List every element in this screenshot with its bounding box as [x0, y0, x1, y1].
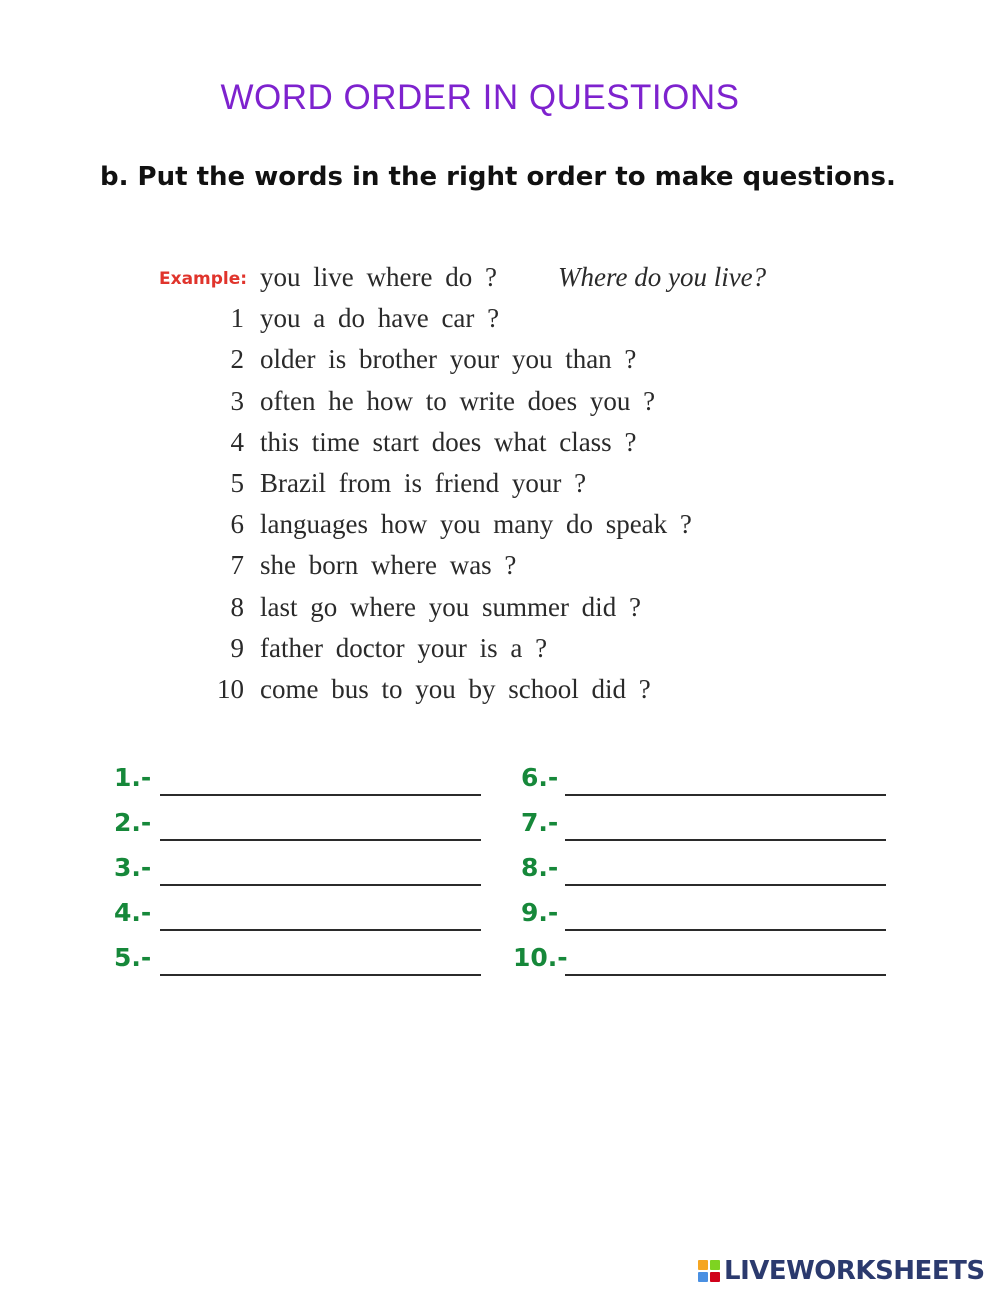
answer-number: 5.- — [114, 943, 152, 972]
exercise-item — [150, 668, 830, 709]
exercise-item-number: 1 — [230, 303, 244, 334]
exercise-item-number: 7 — [230, 550, 244, 581]
exercise-item — [150, 503, 830, 544]
exercise-item-words: come bus to you by school did ? — [260, 673, 651, 704]
exercise-item-words: she born where was ? — [260, 550, 517, 581]
answer-number: 4.- — [114, 898, 152, 927]
exercise-item-words: this time start does what class ? — [260, 426, 637, 457]
exercise-item — [150, 627, 830, 668]
answer-number: 8.- — [521, 853, 559, 882]
answer-number: 3.- — [114, 853, 152, 882]
liveworksheets-logo-icon — [698, 1260, 720, 1282]
answer-number: 2.- — [114, 808, 152, 837]
example-answer: Where do you live? — [558, 262, 767, 292]
worksheet-title: WORD ORDER IN QUESTIONS — [220, 78, 740, 117]
answer-blank[interactable] — [565, 929, 886, 931]
exercise-item — [150, 421, 830, 462]
exercise-item-number: 6 — [230, 509, 244, 540]
exercise-item — [150, 544, 830, 585]
exercise-item-words: often he how to write does you ? — [260, 385, 656, 416]
exercise-item — [150, 297, 830, 338]
answer-blank[interactable] — [565, 839, 886, 841]
exercise-item-number: 3 — [230, 385, 244, 416]
answer-item — [0, 895, 1000, 935]
exercise-item-number: 2 — [230, 344, 244, 375]
answer-number: 1.- — [114, 763, 152, 792]
exercise-item — [150, 380, 830, 421]
answer-item — [0, 850, 1000, 890]
answer-item — [0, 805, 1000, 845]
brand-name: LIVEWORKSHEETS — [724, 1256, 985, 1286]
exercise-item-number: 9 — [230, 632, 244, 663]
answer-number: 6.- — [521, 763, 559, 792]
exercise-item-number: 10 — [217, 673, 244, 704]
exercise-item-number: 8 — [230, 591, 244, 622]
exercise-item-words: last go where you summer did ? — [260, 591, 641, 622]
exercise-item — [150, 586, 830, 627]
example-words: you live where do ? — [260, 262, 497, 292]
answer-blank[interactable] — [565, 974, 886, 976]
exercise-item — [150, 338, 830, 379]
instruction-text: b. Put the words in the right order to make questions. — [100, 162, 896, 192]
exercise-item-words: older is brother your you than ? — [260, 344, 637, 375]
answer-number: 10.- — [513, 943, 568, 972]
exercise-item-words: languages how you many do speak ? — [260, 509, 692, 540]
answer-number: 9.- — [521, 898, 559, 927]
exercise-item-number: 4 — [230, 426, 244, 457]
answer-blank[interactable] — [565, 884, 886, 886]
example-label: Example: — [159, 269, 248, 289]
answer-item — [0, 760, 1000, 800]
example-row — [150, 256, 830, 297]
answer-number: 7.- — [521, 808, 559, 837]
exercise-item-number: 5 — [230, 467, 244, 498]
exercise-list — [150, 256, 830, 709]
exercise-item-words: you a do have car ? — [260, 303, 500, 334]
exercise-item — [150, 462, 830, 503]
exercise-item-words: Brazil from is friend your ? — [260, 467, 587, 498]
answer-blank[interactable] — [565, 794, 886, 796]
answer-item — [0, 940, 1000, 980]
exercise-item-words: father doctor your is a ? — [260, 632, 548, 663]
